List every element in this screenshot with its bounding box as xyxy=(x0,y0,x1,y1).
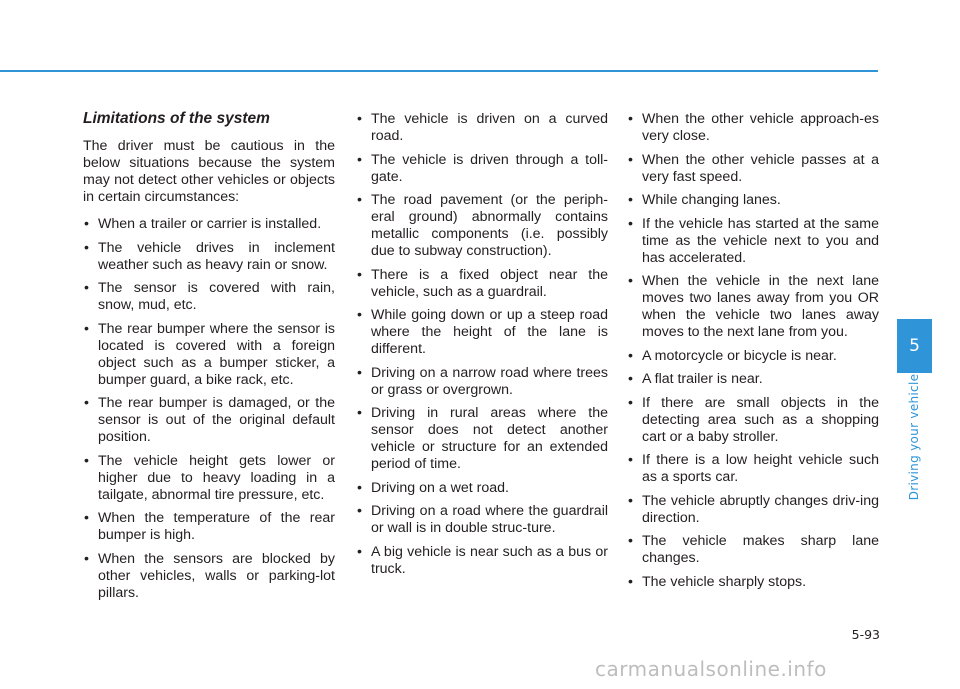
list-item: • A big vehicle is near such as a bus or truck. xyxy=(356,544,608,578)
list-item: • While going down or up a steep road where the height of the lane is different. xyxy=(356,307,608,358)
list-item: • The rear bumper is damaged, or the sensor is out of the original default position. xyxy=(83,395,335,446)
list-item: • Driving on a road where the guardrail or wall is in double struc-ture. xyxy=(356,503,608,537)
column-1 xyxy=(83,110,335,608)
list-item: • The vehicle drives in inclement weather such as heavy rain or snow. xyxy=(83,240,335,274)
list-item: • The vehicle is driven on a curved road. xyxy=(356,111,608,145)
list-item: • When the other vehicle approach-es very close. xyxy=(627,111,879,145)
chapter-title: Driving your vehicle xyxy=(907,373,921,501)
intro-paragraph: The driver must be cautious in the below situations because the system may not detect other vehicles or objects in certain circumstances: xyxy=(83,138,335,205)
column-2 xyxy=(356,111,608,584)
list-item: • If there is a low height vehicle such as a sports car. xyxy=(627,452,879,486)
list-item: • The vehicle sharply stops. xyxy=(627,574,879,591)
watermark: carmanualsonline.info xyxy=(595,657,827,681)
bullet-list-1 xyxy=(83,216,335,602)
list-item: • When a trailer or carrier is installed. xyxy=(83,216,335,233)
page-number: 5-93 xyxy=(851,627,880,642)
list-item: • The vehicle abruptly changes driv-ing direction. xyxy=(627,493,879,527)
list-item: • A flat trailer is near. xyxy=(627,371,879,388)
header-rule xyxy=(0,70,878,72)
list-item: • When the vehicle in the next lane moves two lanes away from you OR when the vehicle two lanes away moves to the next lane from you. xyxy=(627,273,879,341)
chapter-tab: 5 xyxy=(897,319,932,373)
list-item: • The rear bumper where the sensor is located is covered with a foreign object such as a bumper sticker, a bumper guard, a bike rack, etc. xyxy=(83,321,335,389)
list-item: • Driving in rural areas where the sensor does not detect another vehicle or structure for an extended period of time. xyxy=(356,405,608,473)
list-item: • While changing lanes. xyxy=(627,192,879,209)
column-3 xyxy=(627,111,879,597)
list-item: • When the temperature of the rear bumper is high. xyxy=(83,510,335,544)
bullet-list-3 xyxy=(627,111,879,591)
list-item: • When the sensors are blocked by other vehicles, walls or parking-lot pillars. xyxy=(83,551,335,602)
list-item: • If the vehicle has started at the same time as the vehicle next to you and has accelerated. xyxy=(627,216,879,267)
list-item: • The vehicle makes sharp lane changes. xyxy=(627,533,879,567)
list-item: • The sensor is covered with rain, snow, mud, etc. xyxy=(83,280,335,314)
list-item: • When the other vehicle passes at a very fast speed. xyxy=(627,152,879,186)
list-item: • A motorcycle or bicycle is near. xyxy=(627,348,879,365)
list-item: • The road pavement (or the periph-eral ground) abnormally contains metallic components (i.e. possibly due to subway construction). xyxy=(356,192,608,260)
list-item: • There is a fixed object near the vehicle, such as a guardrail. xyxy=(356,267,608,301)
list-item: • Driving on a wet road. xyxy=(356,480,608,497)
list-item: • The vehicle is driven through a toll-gate. xyxy=(356,152,608,186)
list-item: • The vehicle height gets lower or higher due to heavy loading in a tailgate, abnormal tire pressure, etc. xyxy=(83,453,335,504)
list-item: • Driving on a narrow road where trees or grass or overgrown. xyxy=(356,365,608,399)
bullet-list-2 xyxy=(356,111,608,578)
list-item: • If there are small objects in the detecting area such as a shopping cart or a baby stroller. xyxy=(627,395,879,446)
section-heading: Limitations of the system xyxy=(83,110,270,127)
